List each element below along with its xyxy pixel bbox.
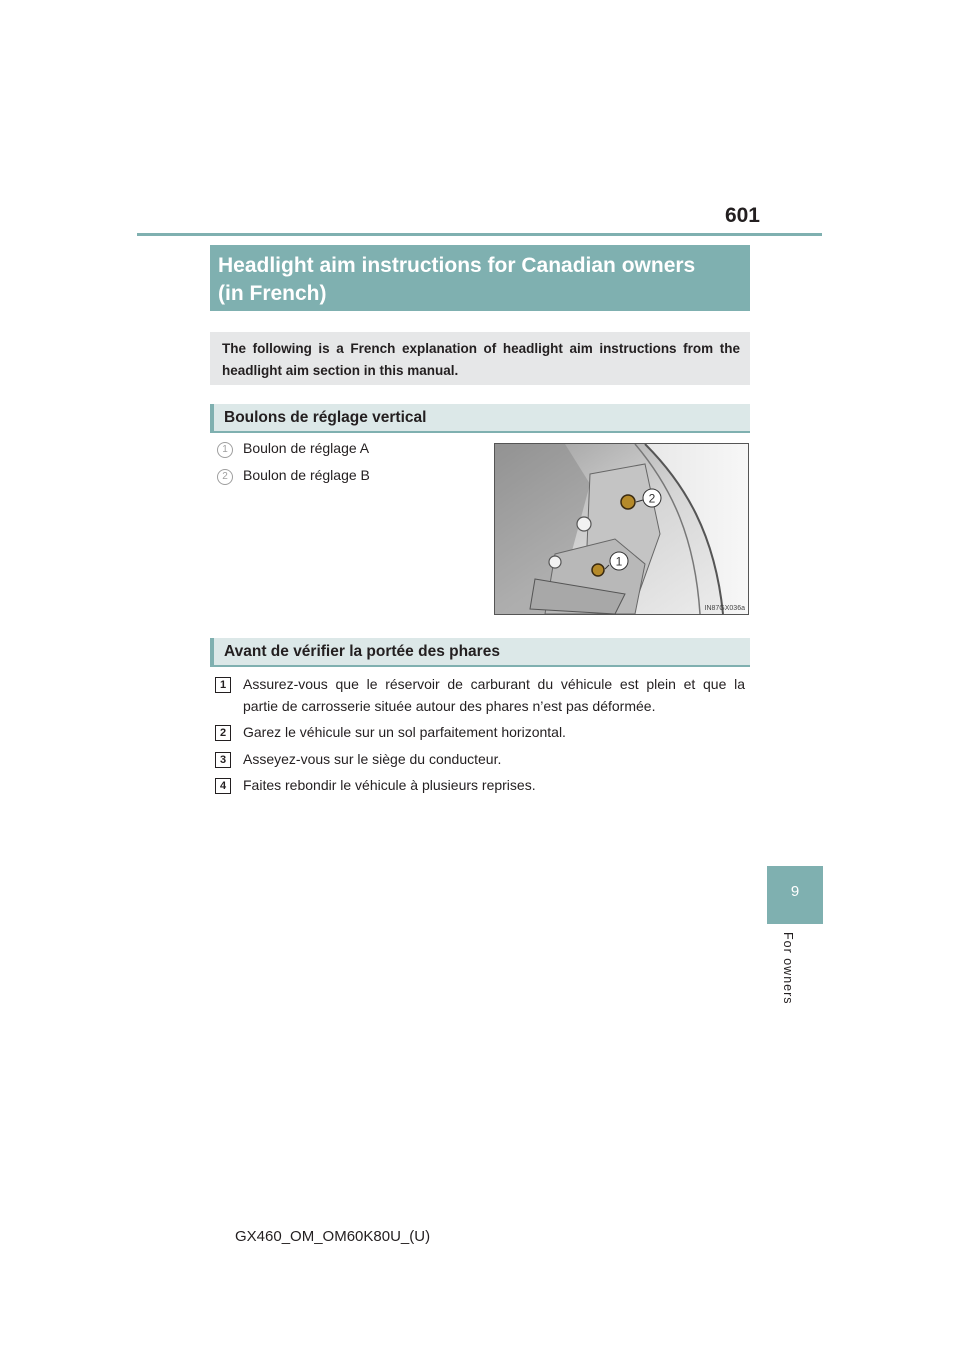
subheading-vertical-bolts: Boulons de réglage vertical <box>210 404 750 433</box>
intro-line-2: headlight aim section in this manual. <box>222 363 459 378</box>
section-title-banner <box>210 245 750 311</box>
intro-line-1: The following is a French explanation of headlight aim instructions from the <box>222 341 740 356</box>
section-title-line-1: Headlight aim instructions for Canadian owners <box>218 254 696 277</box>
figure-callout-1-label: 1 <box>615 554 623 569</box>
callout-label-2: Boulon de réglage B <box>243 467 370 483</box>
headlight-illustration <box>495 444 748 614</box>
step-number-3: 3 <box>215 752 231 768</box>
document-code: GX460_OM_OM60K80U_(U) <box>235 1228 431 1245</box>
subheading-before-check: Avant de vérifier la portée des phares <box>210 638 750 667</box>
step-3-text: Asseyez-vous sur le siège du conducteur. <box>243 751 502 767</box>
adjustment-bolt-a <box>592 564 604 576</box>
figure-callout-2-label: 2 <box>648 491 656 506</box>
step-1-line-2: partie de carrosserie située autour des phares n’est pas déformée. <box>243 698 656 714</box>
callout-label-1: Boulon de réglage A <box>243 440 370 456</box>
adjustment-bolt-b <box>621 495 635 509</box>
intro-box <box>210 332 750 385</box>
page-number: 601 <box>724 204 760 227</box>
step-number-1: 1 <box>215 677 231 693</box>
callout-marker-2: 2 <box>217 469 233 485</box>
step-1-line-1: Assurez-vous que le réservoir de carburant du véhicule est plein et que la <box>243 676 745 692</box>
callout-marker-1: 1 <box>217 442 233 458</box>
chapter-label: For owners <box>781 932 795 1005</box>
chapter-number-tab: 9 <box>767 866 823 924</box>
section-title-line-2: (in French) <box>218 282 327 305</box>
step-number-4: 4 <box>215 778 231 794</box>
headlight-adjustment-figure <box>494 443 749 615</box>
step-2-text: Garez le véhicule sur un sol parfaitement horizontal. <box>243 724 566 740</box>
figure-code: IN87GX036a <box>704 605 745 612</box>
step-number-2: 2 <box>215 725 231 741</box>
header-rule <box>137 233 822 236</box>
step-4-text: Faites rebondir le véhicule à plusieurs reprises. <box>243 777 536 793</box>
